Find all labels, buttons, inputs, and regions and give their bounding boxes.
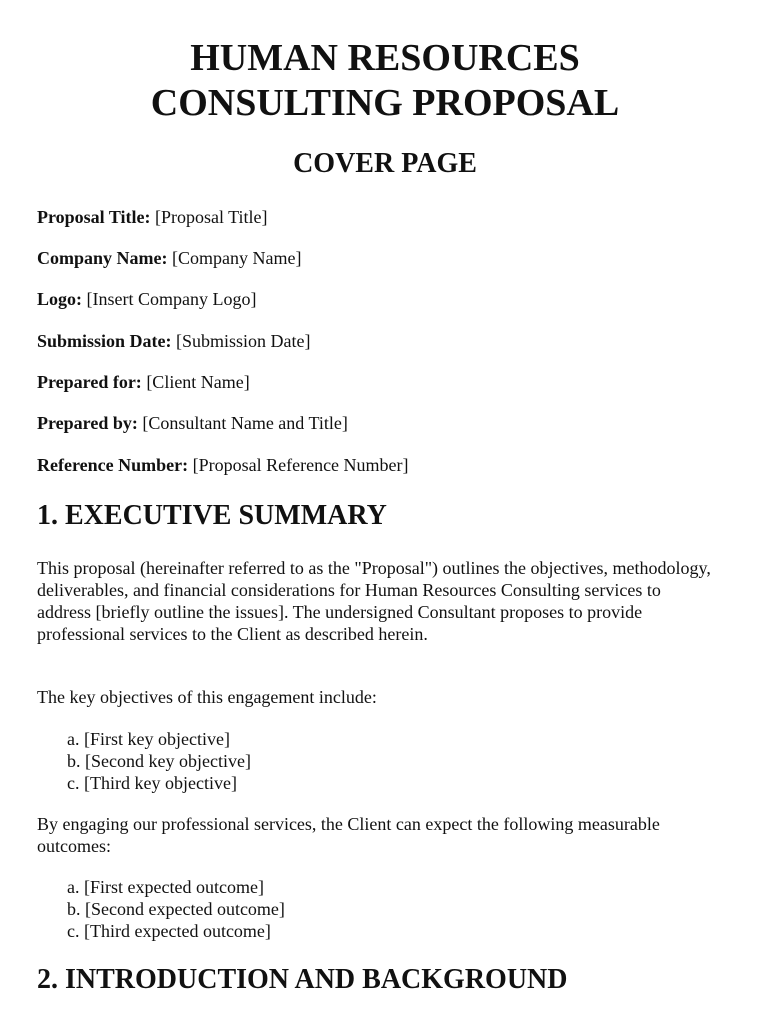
- list-item-text: [Third key objective]: [84, 773, 237, 793]
- field-label: Company Name:: [37, 248, 168, 268]
- outcomes-intro-paragraph: By engaging our professional services, the Client can expect the following measurable outcomes:: [37, 814, 660, 856]
- list-marker: c.: [67, 773, 80, 793]
- list-marker: a.: [67, 877, 80, 897]
- list-item: [67, 772, 251, 794]
- field-value: [Company Name]: [172, 248, 302, 268]
- list-item: [67, 876, 285, 898]
- field-label: Reference Number:: [37, 455, 189, 475]
- field-value: [Proposal Title]: [155, 207, 268, 227]
- cover-field-prepared-for: [37, 371, 250, 393]
- objectives-list: [67, 728, 251, 794]
- objectives-intro-paragraph: The key objectives of this engagement include:: [37, 687, 377, 707]
- list-marker: b.: [67, 751, 81, 771]
- field-value: [Proposal Reference Number]: [192, 455, 409, 475]
- list-marker: b.: [67, 899, 81, 919]
- field-label: Logo:: [37, 289, 82, 309]
- cover-field-submission-date: [37, 330, 311, 352]
- cover-field-logo: [37, 288, 256, 310]
- field-label: Proposal Title:: [37, 207, 151, 227]
- field-value: [Submission Date]: [176, 331, 311, 351]
- cover-field-proposal-title: [37, 206, 268, 228]
- list-item: [67, 898, 285, 920]
- field-value: [Consultant Name and Title]: [142, 413, 348, 433]
- section-heading-introduction-background: 2. INTRODUCTION AND BACKGROUND: [37, 964, 568, 995]
- list-item-text: [Third expected outcome]: [84, 921, 271, 941]
- cover-field-prepared-by: [37, 412, 348, 434]
- list-item-text: [First expected outcome]: [84, 877, 264, 897]
- field-label: Prepared for:: [37, 372, 142, 392]
- list-item: [67, 920, 285, 942]
- list-item-text: [First key objective]: [84, 729, 230, 749]
- list-item: [67, 728, 251, 750]
- document-title-line-1: HUMAN RESOURCES: [190, 37, 580, 79]
- executive-summary-intro-paragraph: This proposal (hereinafter referred to as the "Proposal") outlines the objectives, methodology, deliverables, and financial considerations for Human Resources Consulting services to address [briefly outline the issues]. The undersigned Consultant proposes to provide professional services to the Client as described herein.: [37, 558, 711, 644]
- list-item: [67, 750, 251, 772]
- field-value: [Client Name]: [146, 372, 250, 392]
- list-marker: a.: [67, 729, 80, 749]
- cover-field-reference-number: [37, 454, 409, 476]
- field-label: Prepared by:: [37, 413, 138, 433]
- field-value: [Insert Company Logo]: [86, 289, 257, 309]
- cover-page-heading: COVER PAGE: [293, 148, 477, 179]
- section-heading-executive-summary: 1. EXECUTIVE SUMMARY: [37, 500, 387, 531]
- outcomes-list: [67, 876, 285, 942]
- cover-field-company-name: [37, 247, 301, 269]
- list-item-text: [Second expected outcome]: [85, 899, 285, 919]
- list-item-text: [Second key objective]: [85, 751, 251, 771]
- list-marker: c.: [67, 921, 80, 941]
- field-label: Submission Date:: [37, 331, 172, 351]
- document-title-line-2: CONSULTING PROPOSAL: [150, 82, 620, 124]
